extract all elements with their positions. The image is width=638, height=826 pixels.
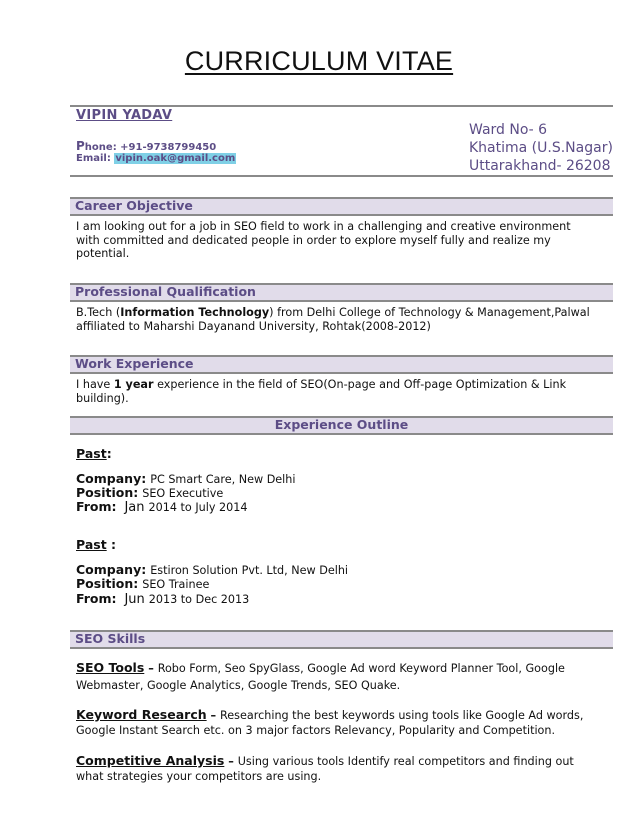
phone-line: Phone: +91-9738799450 <box>76 139 217 153</box>
document-title: CURRICULUM VITAE <box>184 46 454 76</box>
skill-item: Competitive Analysis – Using various tools Identify real competitors and finding out what strategies your competitors are using. <box>76 753 574 783</box>
email-line: Email: vipin.oak@gmail.com <box>76 153 236 164</box>
job-company: Company: Estiron Solution Pvt. Ltd, New Delhi <box>76 562 349 577</box>
section-header-work-experience: Work Experience <box>70 355 613 374</box>
address-block <box>469 121 613 175</box>
email-link[interactable]: vipin.oak@gmail.com <box>115 153 236 164</box>
job-dates: From: Jan 2014 to July 2014 <box>76 499 248 515</box>
job-dates: From: Jun 2013 to Dec 2013 <box>76 591 250 607</box>
header-top-rule <box>70 105 613 107</box>
address-line: Uttarakhand- 26208 <box>469 158 611 174</box>
address-line: Khatima (U.S.Nagar) <box>469 140 613 156</box>
job-heading: Past: <box>76 446 112 461</box>
job-heading: Past : <box>76 537 117 552</box>
job-position: Position: SEO Executive <box>76 485 224 500</box>
job-company: Company: PC Smart Care, New Delhi <box>76 471 296 486</box>
candidate-name: VIPIN YADAV <box>76 108 173 123</box>
skill-item: Keyword Research – Researching the best keywords using tools like Google Ad words, Google Instant Search etc. on 3 major factors Relevancy, Popularity and Competition. <box>76 707 584 737</box>
section-header-seo-skills: SEO Skills <box>70 630 613 649</box>
section-header-professional-qualification: Professional Qualification <box>70 283 613 302</box>
career-objective-text: I am looking out for a job in SEO field to work in a challenging and creative environment with committed and dedicated people in order to explore myself fully and realize my potential. <box>76 220 571 261</box>
skill-item: SEO Tools – Robo Form, Seo SpyGlass, Google Ad word Keyword Planner Tool, Google Webmaster, Google Analytics, Google Trends, SEO Quake. <box>76 660 565 692</box>
section-header-career-objective: Career Objective <box>70 197 613 216</box>
work-experience-text: I have 1 year experience in the field of SEO(On-page and Off-page Optimization & Link building). <box>76 378 567 405</box>
qualification-major: Information Technology <box>120 306 270 319</box>
header-bottom-rule <box>70 175 613 177</box>
phone-number: +91-9738799450 <box>120 142 217 153</box>
job-position: Position: SEO Trainee <box>76 576 210 591</box>
qualification-text: B.Tech (Information Technology) from Delhi College of Technology & Management,Palwal affiliated to Maharshi Dayanand University, Rohtak(2008-2012) <box>76 306 590 333</box>
section-header-experience-outline: Experience Outline <box>70 416 613 435</box>
address-line: Ward No- 6 <box>469 122 548 138</box>
